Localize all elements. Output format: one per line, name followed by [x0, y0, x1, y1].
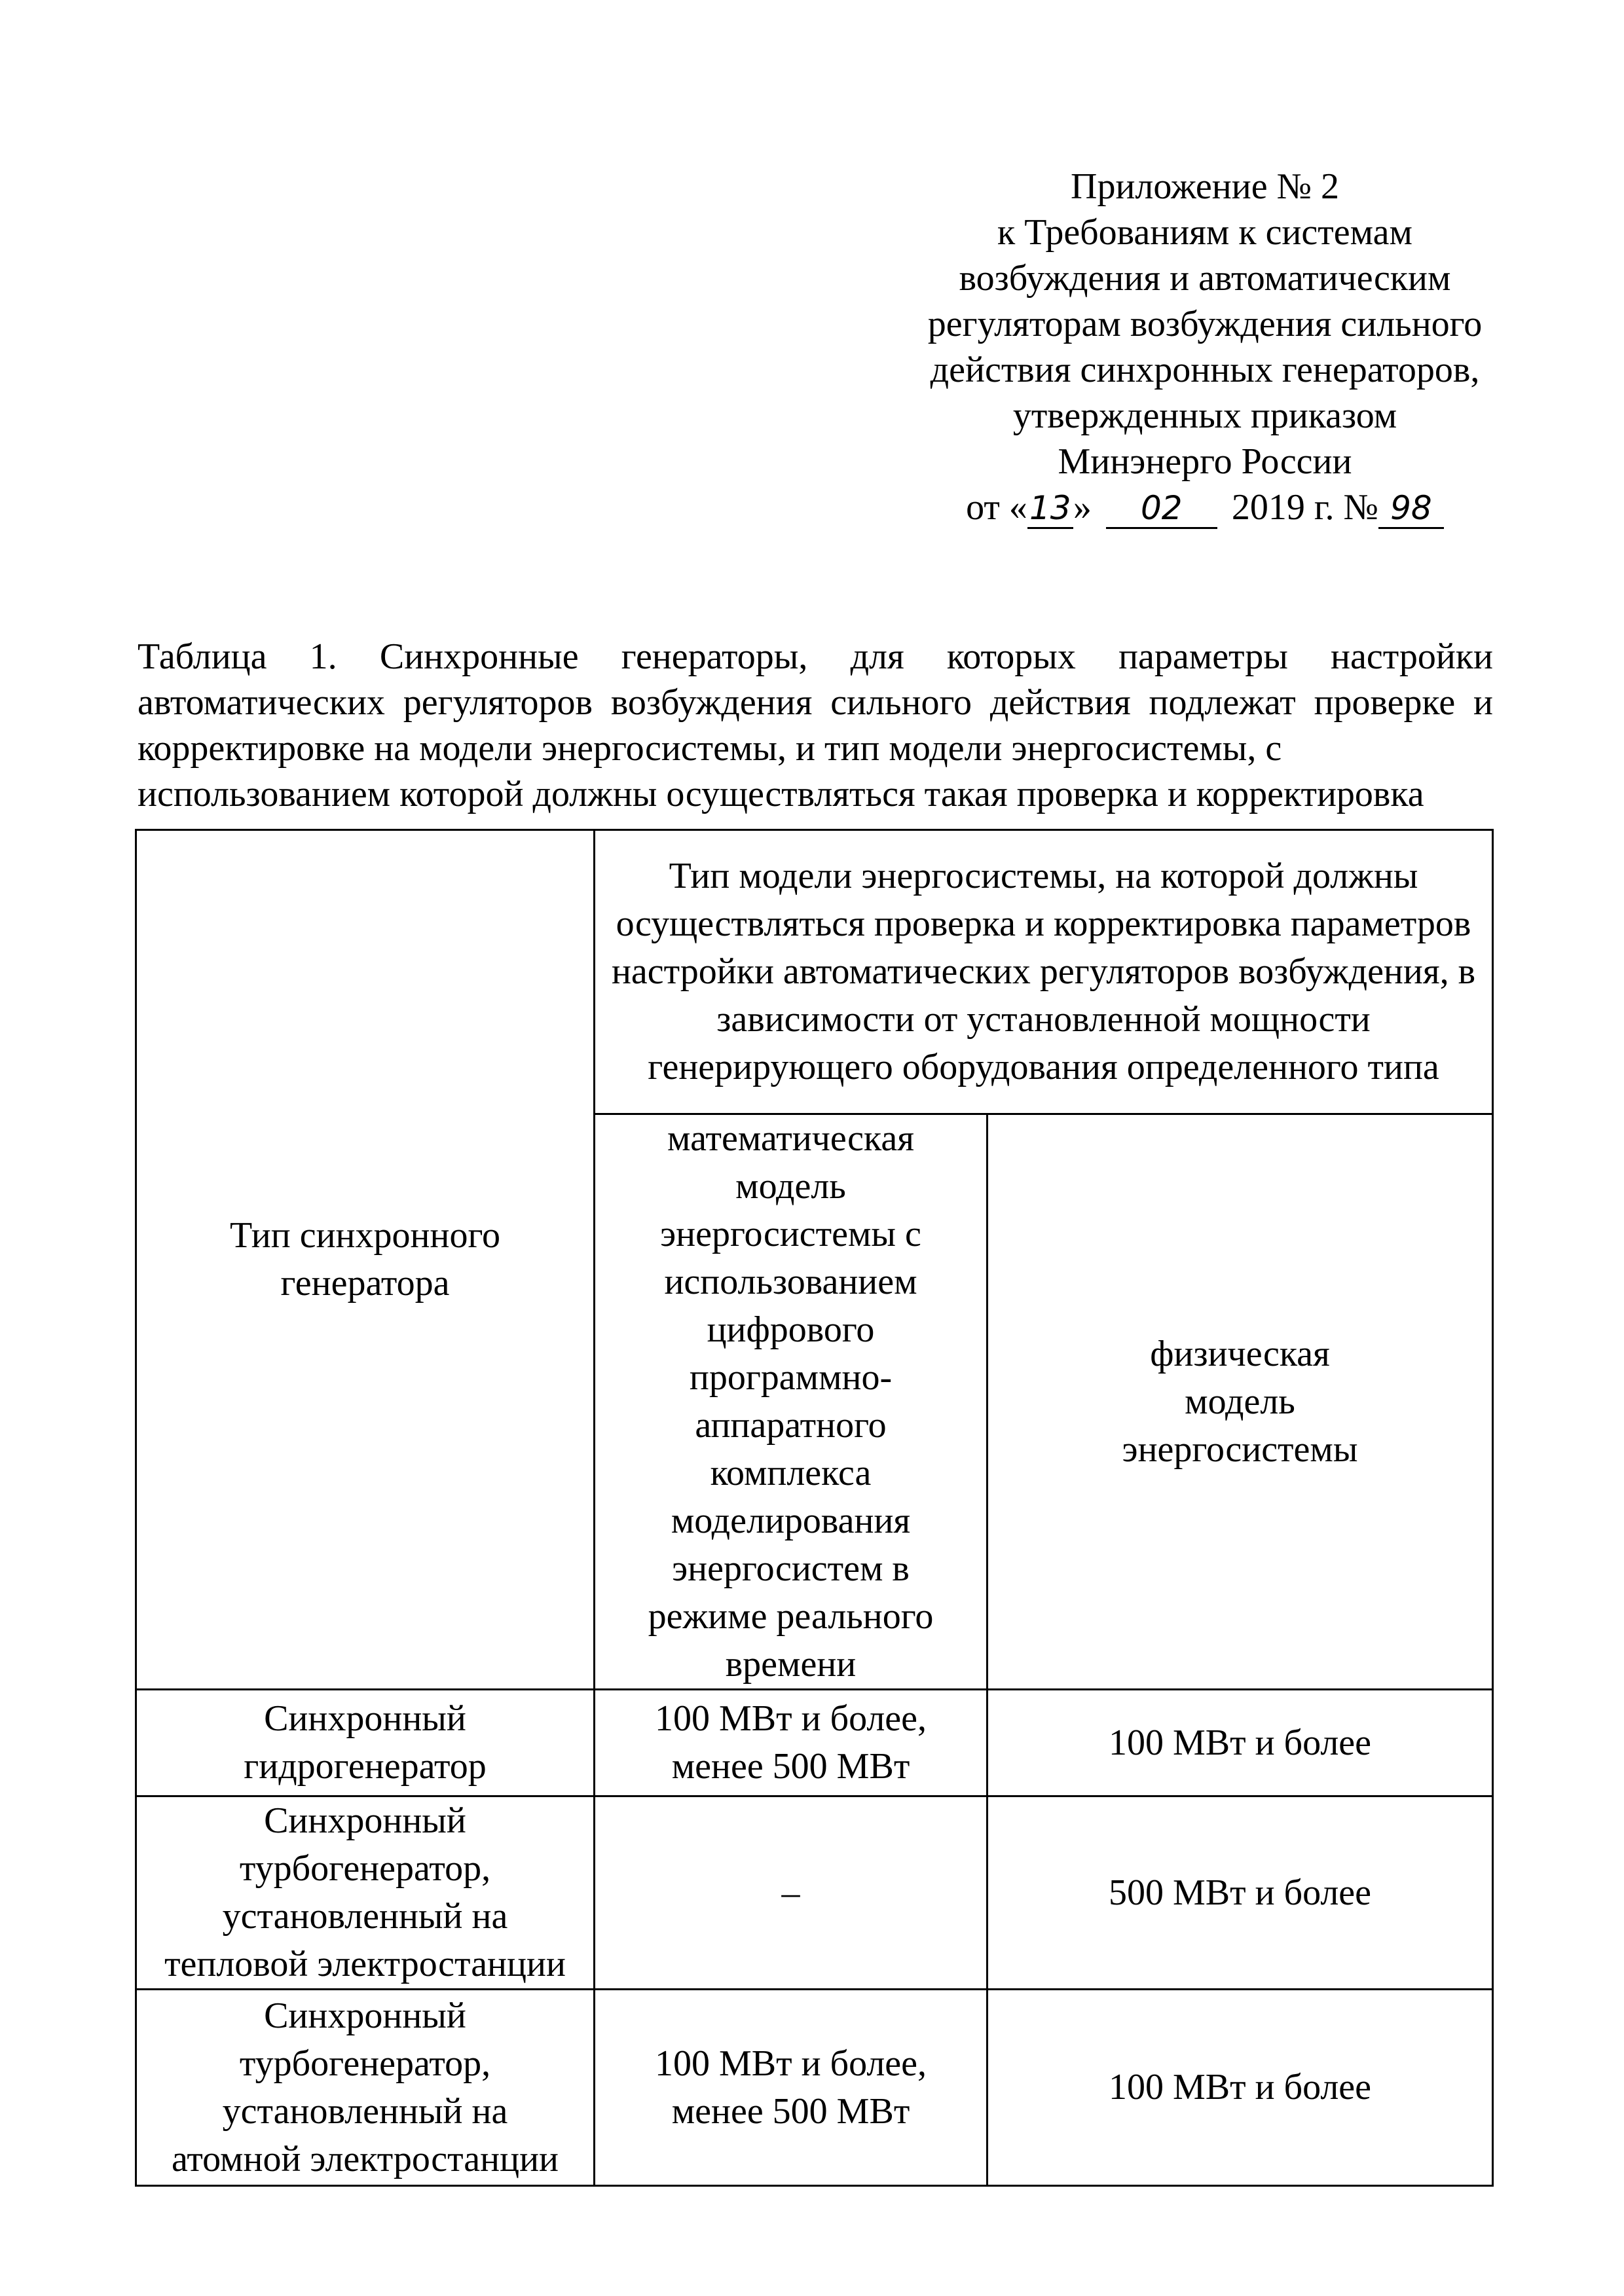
date-close: » [1073, 487, 1092, 528]
generator-table [135, 829, 1494, 2187]
handwritten-order-number: 98 [1378, 489, 1444, 529]
table-row [136, 1796, 1493, 1990]
appendix-line: возбуждения и автоматическим [959, 258, 1451, 299]
appendix-line: действия синхронных генераторов, [930, 350, 1480, 390]
table-caption [138, 634, 1493, 817]
appendix-line: к Требованиям к системам [997, 212, 1412, 253]
date-prefix: от « [966, 487, 1027, 528]
cell-generator-type: Синхронный гидрогенератор [136, 1690, 595, 1796]
handwritten-month: 02 [1106, 489, 1217, 529]
cell-physical-value: 100 МВт и более [987, 1690, 1493, 1796]
caption-body: Таблица 1. Синхронные генераторы, для которых параметры настройки автоматических регуляторов возбуждения сильного действия подлежат проверке и корректировке на модели энергосистемы, и тип модели энергосистемы, с [138, 636, 1493, 769]
cell-physical-value: 500 МВт и более [987, 1796, 1493, 1990]
table-row [136, 1990, 1493, 2186]
header-generator-type: Тип синхронного генератора [136, 830, 595, 1690]
appendix-line: утвержденных приказом [1012, 395, 1397, 436]
handwritten-day: 13 [1027, 489, 1073, 529]
cell-math-value: 100 МВт и более, менее 500 МВт [595, 1990, 987, 2186]
header-math-model: математическая модель энергосистемы с использованием цифрового программно-аппаратного комплекса моделирования энергосистем в режиме реального времени [595, 1114, 987, 1690]
cell-math-value: 100 МВт и более, менее 500 МВт [595, 1690, 987, 1796]
appendix-title: Приложение № 2 [1071, 166, 1339, 207]
table-row [136, 1690, 1493, 1796]
year-text: 2019 г. № [1231, 487, 1378, 528]
order-date-line [864, 484, 1545, 530]
appendix-header [864, 164, 1545, 530]
appendix-line: регуляторам возбуждения сильного [927, 304, 1483, 344]
cell-math-value: – [595, 1796, 987, 1990]
caption-last-line: использованием которой должны осуществляться такая проверка и корректировка [138, 774, 1424, 814]
cell-physical-value: 100 МВт и более [987, 1990, 1493, 2186]
cell-generator-type: Синхронный турбогенератор, установленный на тепловой электростанции [136, 1796, 595, 1990]
cell-generator-type: Синхронный турбогенератор, установленный на атомной электростанции [136, 1990, 595, 2186]
header-model-type: Тип модели энергосистемы, на которой должны осуществляться проверка и корректировка параметров настройки автоматических регуляторов возбуждения, в зависимости от установленной мощности генерирующего оборудования определенного типа [595, 830, 1493, 1114]
header-physical-model: физическая модель энергосистемы [987, 1114, 1493, 1690]
appendix-line: Минэнерго России [1058, 441, 1352, 482]
